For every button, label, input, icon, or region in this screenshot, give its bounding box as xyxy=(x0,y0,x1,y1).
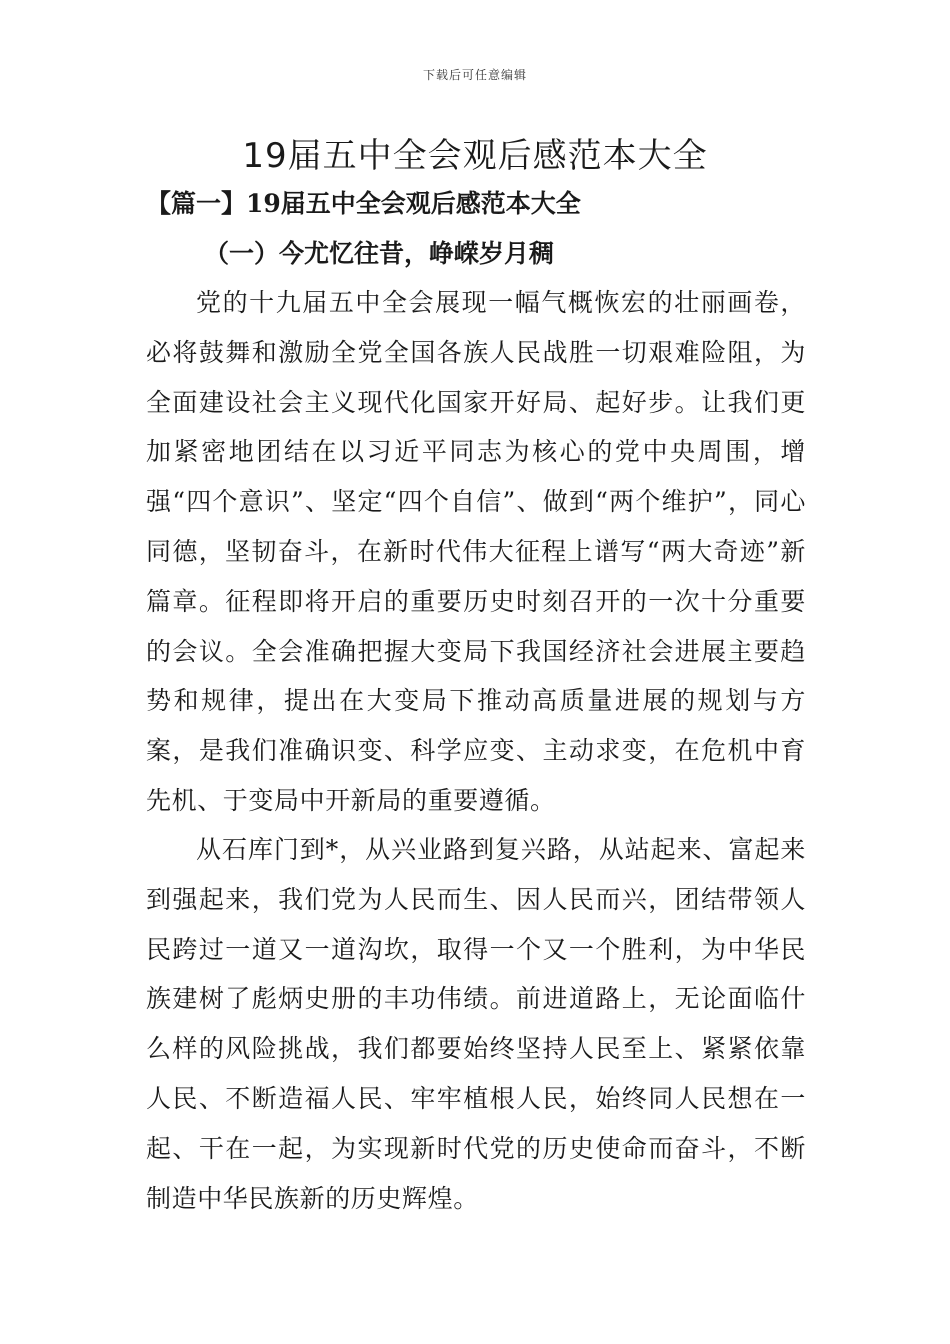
subsection-title: （一）今尤忆往昔，峥嵘岁月稠 xyxy=(204,239,555,268)
section-title: 【篇一】19届五中全会观后感范本大全 xyxy=(146,189,581,218)
body-paragraph: 党的十九届五中全会展现一幅气概恢宏的壮丽画卷，必将鼓舞和激励全党全国各族人民战胜一切艰难险阻，为全面建设社会主义现代化国家开好局、起好步。让我们更加紧密地团结在以习近平同志为核心的党中央周围，增强“四个意识”、坚定“四个自信”、做到“两个维护”，同心同德，坚韧奋斗，在新时代伟大征程上谱写“两大奇迹”新篇章。征程即将开启的重要历史时刻召开的一次十分重要的会议。全会准确把握大变局下我国经济社会进展主要趋势和规律，提出在大变局下推动高质量进展的规划与方案，是我们准确识变、科学应变、主动求变，在危机中育先机、于变局中开新局的重要遵循。 xyxy=(146,288,806,815)
body-paragraph: 从石库门到*，从兴业路到复兴路，从站起来、富起来到强起来，我们党为人民而生、因人民而兴，团结带领人民跨过一道又一道沟坎，取得一个又一个胜利，为中华民族建树了彪炳史册的丰功伟绩。前进道路上，无论面临什么样的风险挑战，我们都要始终坚持人民至上、紧紧依靠人民、不断造福人民、牢牢植根人民，始终同人民想在一起、干在一起，为实现新时代党的历史使命而奋斗，不断制造中华民族新的历史辉煌。 xyxy=(146,835,806,1213)
header-note: 下载后可任意编辑 xyxy=(422,68,527,82)
document-title: 19届五中全会观后感范本大全 xyxy=(242,136,708,176)
